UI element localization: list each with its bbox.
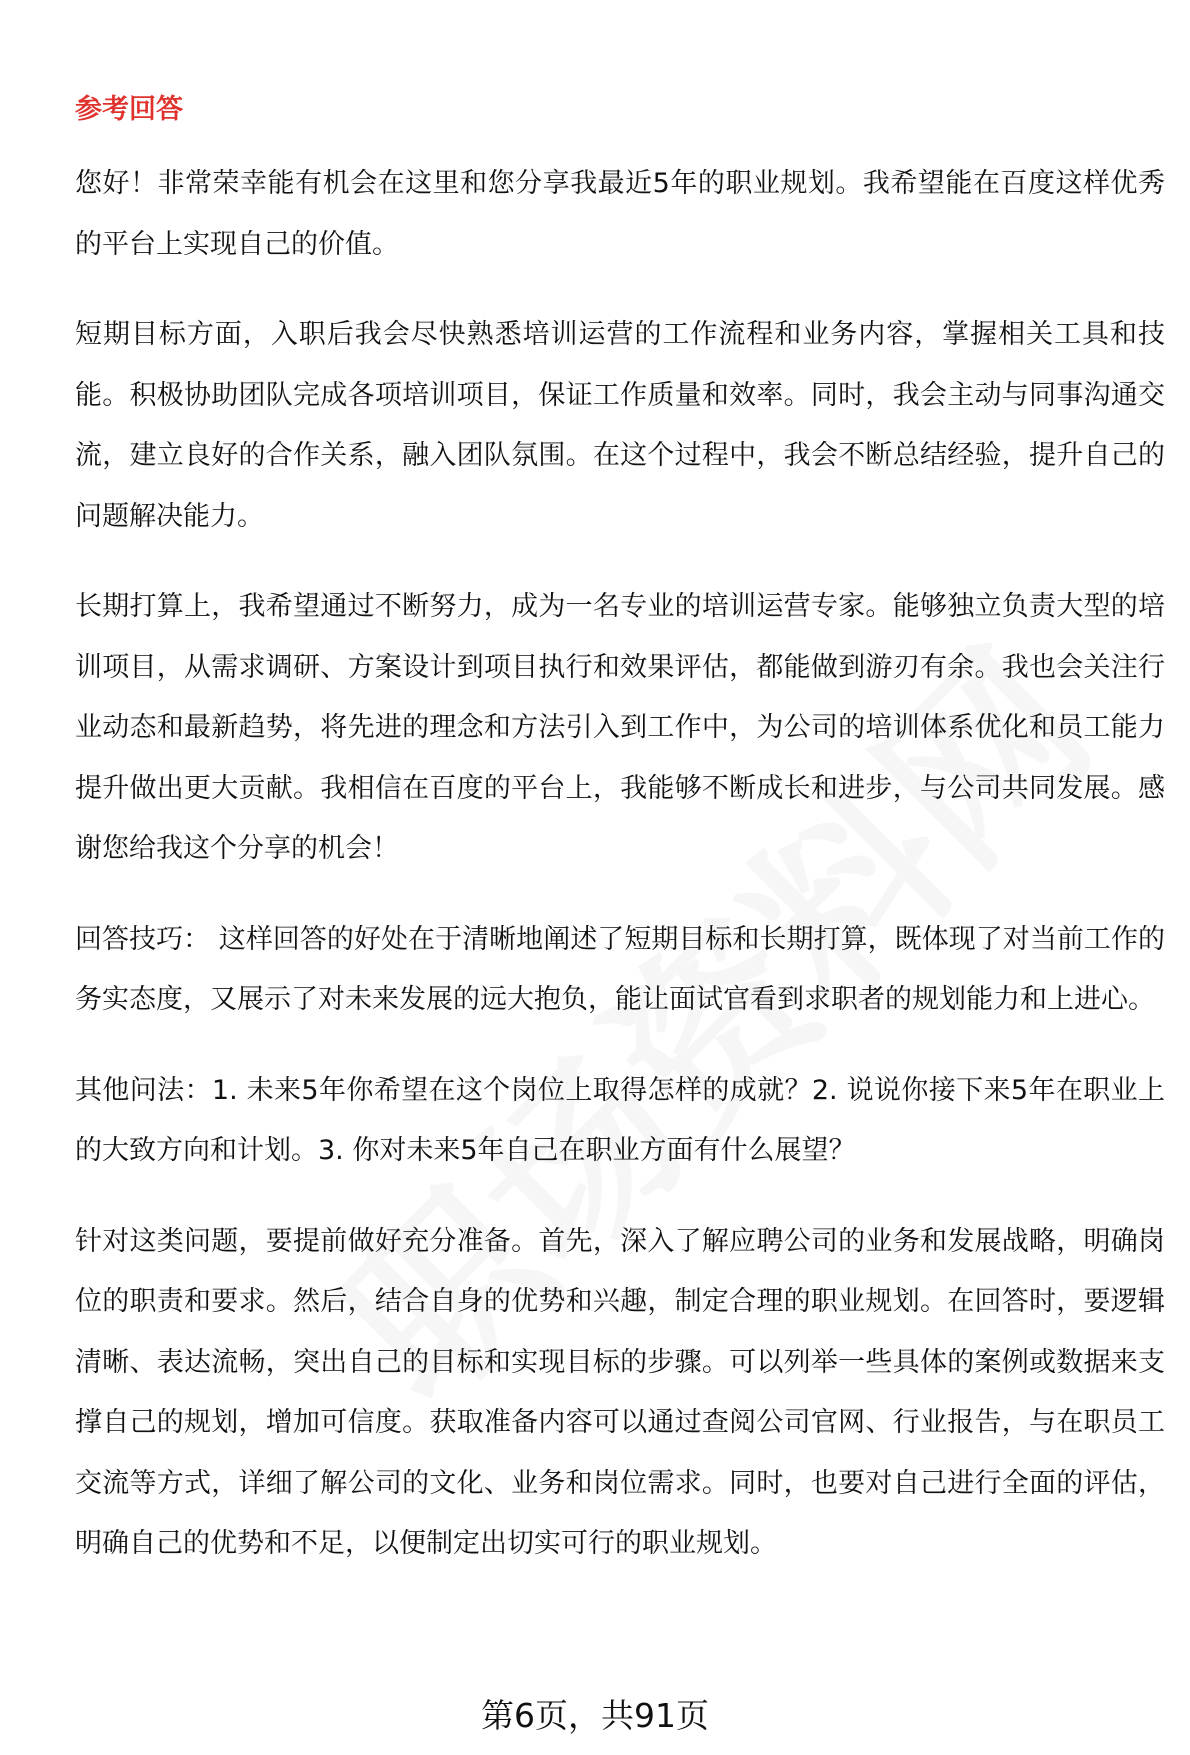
page-number: 第6页，共91页 [481,1696,709,1735]
paragraph-other-questions: 其他问法：1. 未来5年你希望在这个岗位上取得怎样的成就？2. 说说你接下来5年在职业上的大致方向和计划。3. 你对未来5年自己在职业方面有什么展望？ [75,1074,1165,1166]
paragraph-short-term: 短期目标方面，入职后我会尽快熟悉培训运营的工作流程和业务内容，掌握相关工具和技能。积极协助团队完成各项培训项目，保证工作质量和效率。同时，我会主动与同事沟通交流，建立良好的合作关系，融入团队氛围。在这个过程中，我会不断总结经验，提升自己的问题解决能力。 [75,319,1165,532]
paragraph-preparation: 针对这类问题，要提前做好充分准备。首先，深入了解应聘公司的业务和发展战略，明确岗位的职责和要求。然后，结合自身的优势和兴趣，制定合理的职业规划。在回答时，要逻辑清晰、表达流畅，突出自己的目标和实现目标的步骤。可以列举一些具体的案例或数据来支撑自己的规划，增加可信度。获取准备内容可以通过查阅公司官网、行业报告，与在职员工交流等方式，详细了解公司的文化、业务和岗位需求。同时，也要对自己进行全面的评估，明确自己的优势和不足，以便制定出切实可行的职业规划。 [75,1225,1165,1559]
content-area [75,90,1165,1605]
paragraph-long-term: 长期打算上，我希望通过不断努力，成为一名专业的培训运营专家。能够独立负责大型的培训项目，从需求调研、方案设计到项目执行和效果评估，都能做到游刃有余。我也会关注行业动态和最新趋势，将先进的理念和方法引入到工作中，为公司的培训体系优化和员工能力提升做出更大贡献。我相信在百度的平台上，我能够不断成长和进步，与公司共同发展。感谢您给我这个分享的机会！ [75,591,1165,864]
section-heading: 参考回答 [75,94,183,125]
paragraph-tips: 回答技巧： 这样回答的好处在于清晰地阐述了短期目标和长期打算，既体现了对当前工作的务实态度，又展示了对未来发展的远大抱负，能让面试官看到求职者的规划能力和上进心。 [75,923,1165,1015]
paragraph-greeting: 您好！非常荣幸能有机会在这里和您分享我最近5年的职业规划。我希望能在百度这样优秀的平台上实现自己的价值。 [75,168,1165,260]
